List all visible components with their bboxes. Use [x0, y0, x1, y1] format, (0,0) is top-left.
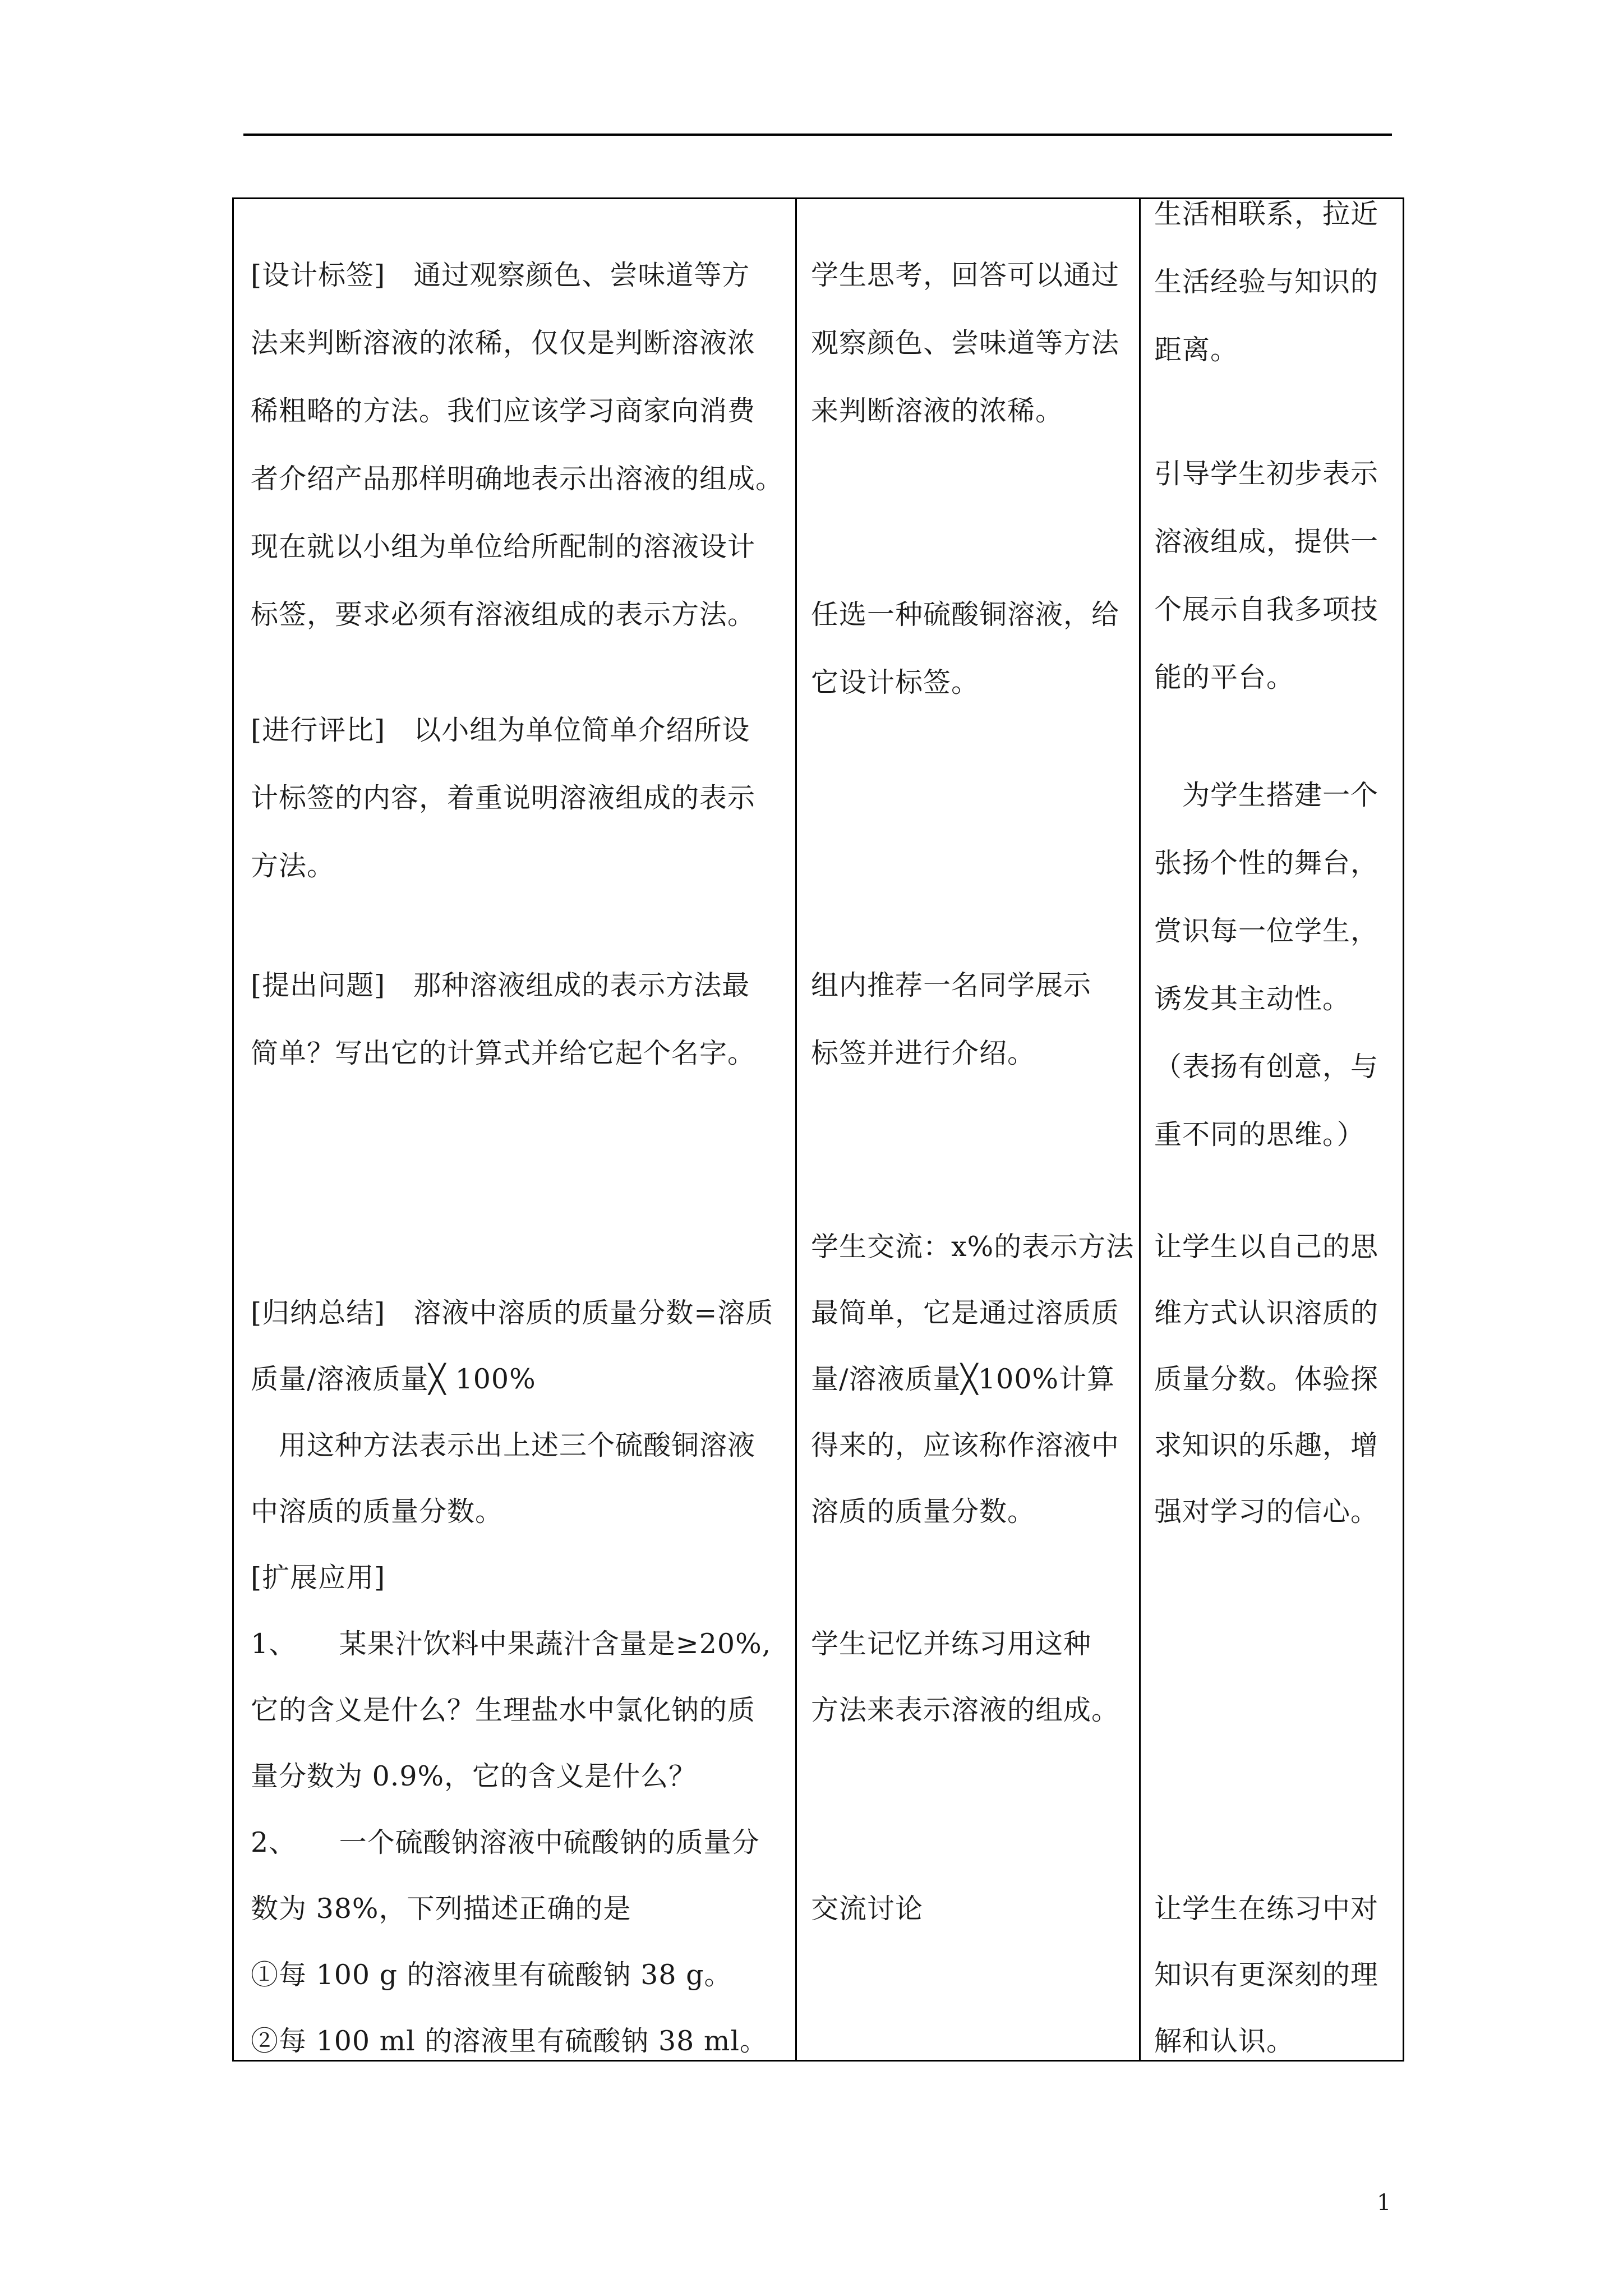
text-line: [提出问题] 那种溶液组成的表示方法最: [251, 969, 750, 1001]
text-line: 数为 38%，下列描述正确的是: [251, 1893, 631, 1925]
text-line: 它的含义是什么？生理盐水中氯化钠的质: [251, 1694, 756, 1726]
text-line: 重不同的思维。）: [1154, 1119, 1365, 1151]
column-divider: [795, 199, 797, 2060]
text-line: 维方式认识溶质的: [1154, 1297, 1379, 1329]
text-line: ②每 100 ml 的溶液里有硫酸钠 38 ml。: [251, 2025, 768, 2057]
text-line: 它设计标签。: [811, 666, 980, 698]
text-line: 用这种方法表示出上述三个硫酸铜溶液: [251, 1429, 756, 1461]
text-line: 稀粗略的方法。我们应该学习商家向消费: [251, 395, 756, 427]
text-line: 简单？写出它的计算式并给它起个名字。: [251, 1037, 756, 1069]
text-line: 标签，要求必须有溶液组成的表示方法。: [251, 599, 756, 631]
text-line: 张扬个性的舞台，: [1154, 847, 1379, 879]
text-line: 观察颜色、尝味道等方法: [811, 327, 1120, 359]
text-line: 诱发其主动性。: [1154, 983, 1351, 1015]
text-line: 让学生在练习中对: [1154, 1893, 1379, 1925]
text-line: 来判断溶液的浓稀。: [811, 395, 1064, 427]
text-line: 量分数为 0.9%，它的含义是什么？: [251, 1760, 697, 1792]
text-line: 任选一种硫酸铜溶液，给: [811, 599, 1120, 631]
text-line: ①每 100 g 的溶液里有硫酸钠 38 g。: [251, 1959, 732, 1991]
text-line: 生活相联系，拉近: [1154, 198, 1379, 230]
text-line: 距离。: [1154, 334, 1239, 366]
text-line: 量/溶液质量╳100%计算: [811, 1363, 1115, 1395]
text-line: 溶液组成，提供一: [1154, 526, 1379, 558]
text-line: 标签并进行介绍。: [811, 1037, 1036, 1069]
text-line: 计标签的内容，着重说明溶液组成的表示: [251, 782, 756, 814]
text-line: 解和认识。: [1154, 2025, 1295, 2057]
column-divider: [1139, 199, 1141, 2060]
text-line: 组内推荐一名同学展示: [811, 969, 1092, 1001]
text-line: 生活经验与知识的: [1154, 266, 1379, 298]
text-line: 2、 一个硫酸钠溶液中硫酸钠的质量分: [251, 1826, 760, 1858]
text-line: 现在就以小组为单位给所配制的溶液设计: [251, 531, 756, 563]
text-line: 1、 某果汁饮料中果蔬汁含量是≥20%,: [251, 1628, 772, 1660]
text-line: 方法。: [251, 850, 335, 882]
text-line: [设计标签] 通过观察颜色、尝味道等方: [251, 259, 750, 291]
text-line: 求知识的乐趣，增: [1154, 1429, 1379, 1461]
text-line: 得来的，应该称作溶液中: [811, 1429, 1120, 1461]
text-line: 交流讨论: [811, 1893, 924, 1925]
text-line: 能的平台。: [1154, 661, 1295, 693]
text-line: 方法来表示溶液的组成。: [811, 1694, 1120, 1726]
text-line: 最简单，它是通过溶质质: [811, 1297, 1120, 1329]
text-line: 知识有更深刻的理: [1154, 1959, 1379, 1991]
text-line: 质量分数。体验探: [1154, 1363, 1379, 1395]
text-line: [扩展应用]: [251, 1562, 386, 1594]
text-line: [进行评比] 以小组为单位简单介绍所设: [251, 714, 750, 746]
text-line: 让学生以自己的思: [1154, 1231, 1379, 1263]
text-line: 法来判断溶液的浓稀，仅仅是判断溶液浓: [251, 327, 756, 359]
page-number: 1: [1377, 2190, 1391, 2216]
text-line: 引导学生初步表示: [1154, 458, 1379, 490]
text-line: 学生思考，回答可以通过: [811, 259, 1120, 291]
text-line: [归纳总结] 溶液中溶质的质量分数=溶质: [251, 1297, 774, 1329]
text-line: 中溶质的质量分数。: [251, 1496, 504, 1527]
text-line: 强对学习的信心。: [1154, 1496, 1379, 1527]
header-rule: [243, 134, 1392, 136]
text-line: 学生交流：x%的表示方法: [811, 1231, 1135, 1263]
text-line: 为学生搭建一个: [1154, 779, 1379, 811]
text-line: 质量/溶液质量╳ 100%: [251, 1363, 536, 1395]
text-line: 者介绍产品那样明确地表示出溶液的组成。: [251, 463, 784, 495]
text-line: （表扬有创意，与: [1154, 1051, 1379, 1083]
text-line: 溶质的质量分数。: [811, 1496, 1036, 1527]
text-line: 学生记忆并练习用这种: [811, 1628, 1092, 1660]
text-line: 个展示自我多项技: [1154, 593, 1379, 625]
text-line: 赏识每一位学生，: [1154, 915, 1379, 947]
